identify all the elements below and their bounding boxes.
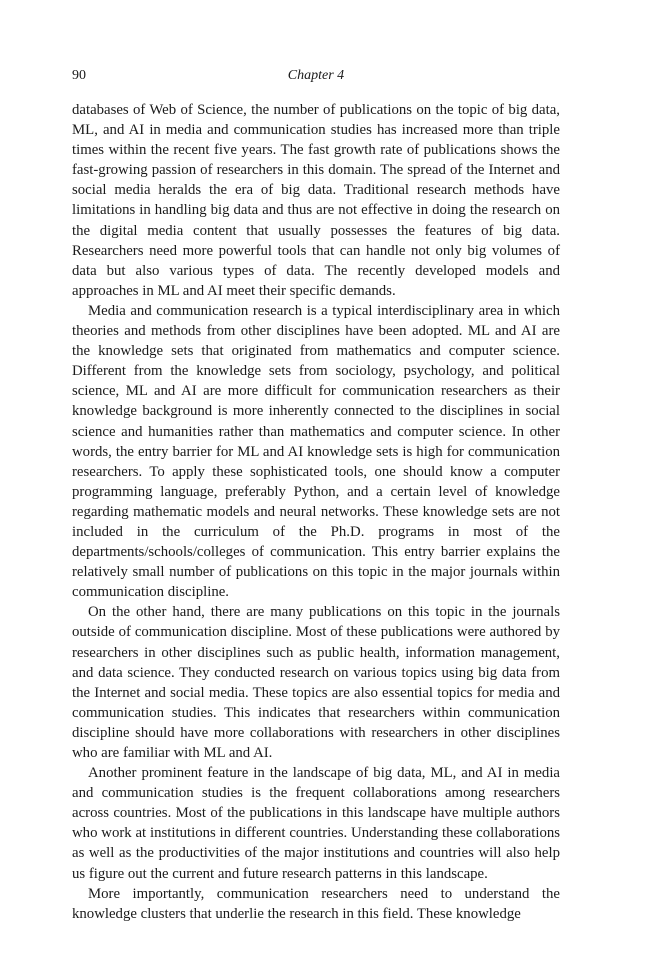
paragraph-interdisciplinary: Media and communication research is a typical interdisciplinary area in which theories and methods from other disciplines have been adopted. ML and AI are the knowledge sets that originated from mathematics and computer science. Different from the knowledge sets from sociology, psychology, and political science, ML and AI are more difficult for communication researchers as their knowledge background is more inherently connected to the disciplines in social science and humanities rather than mathematics and computer science. In other words, the entry barrier for ML and AI knowledge sets is high for communication researchers. To apply these sophisticated tools, one should know a computer programming language, preferably Python, and a certain level of knowledge regarding mathematic models and neural networks. These knowledge sets are not included in the curriculum of the Ph.D. programs in most of the departments/schools/colleges of communication. This entry barrier explains the relatively small number of publications on this topic in the major journals within communication discipline. [72,302,560,601]
page-number: 90 [72,68,86,83]
chapter-title: Chapter 4 [287,68,345,83]
paragraph-outside-publications: On the other hand, there are many publications on this topic in the journals outside of communication discipline. Most of these publications were authored by researchers in other disciplines such as public health, information management, and data science. They conducted research on various topics using big data from the Internet and social media. These topics are also essential topics for media and communication studies. This indicates that researchers within communication discipline should have more collaborations with researchers in other disciplines who are familiar with ML and AI. [72,604,560,761]
body-text [72,100,560,924]
paragraph-collaborations: Another prominent feature in the landscape of big data, ML, and AI in media and communication studies is the frequent collaborations among researchers across countries. Most of the publications in this landscape have multiple authors who work at institutions in different countries. Understanding these collaborations as well as the productivities of the major institutions and countries will also help us figure out the current and future research patterns in this landscape. [72,765,560,882]
paragraph-knowledge-clusters: More importantly, communication researchers need to understand the knowledge clusters that underlie the research in this field. These knowledge [72,885,560,922]
paragraph-continuation: databases of Web of Science, the number of publications on the topic of big data, ML, and AI in media and communication studies has increased more than triple times within the recent five years. The fast growth rate of publications shows the fast-growing passion of researchers in this domain. The spread of the Internet and social media heralds the era of big data. Traditional research methods have limitations in handling big data and thus are not effective in doing the research on the digital media content that usually possesses the features of big data. Researchers need more powerful tools that can handle not only big volumes of data but also various types of data. The recently developed models and approaches in ML and AI meet their specific demands. [72,102,560,299]
running-head [72,66,560,86]
